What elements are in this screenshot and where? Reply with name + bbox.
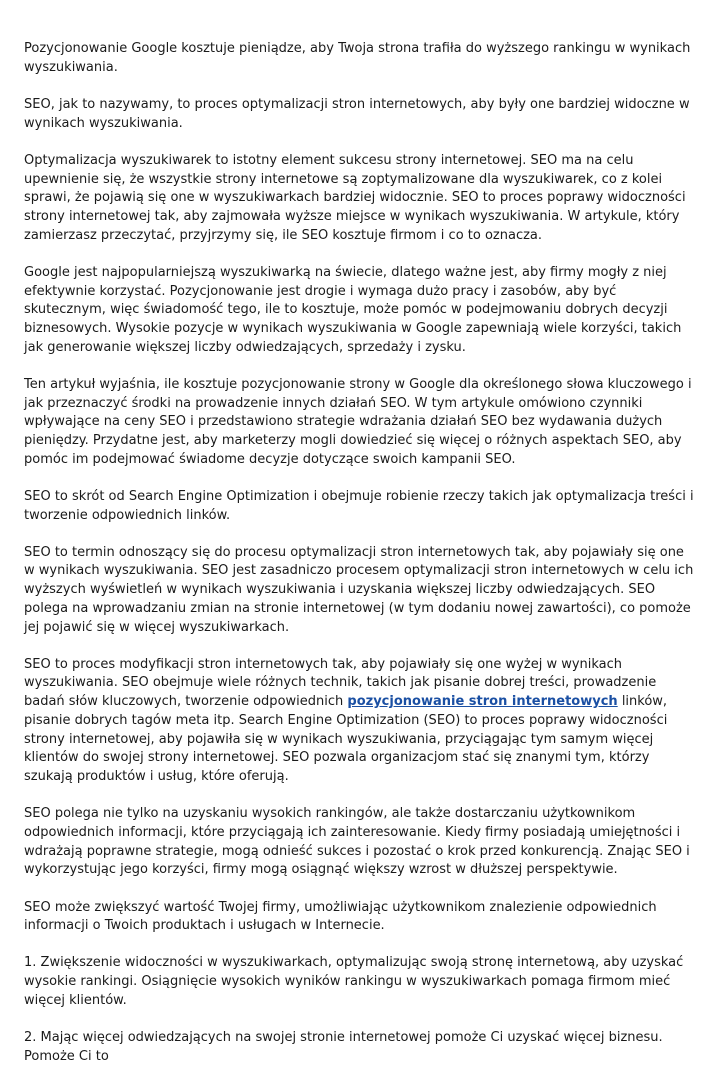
paragraph-6: SEO to skrót od Search Engine Optimization i obejmuje robienie rzeczy takich jak optymalizacja treści i tworzenie odpowiednich linków. — [24, 488, 694, 523]
paragraph-2: SEO, jak to nazywamy, to proces optymalizacji stron internetowych, aby były one bardziej widoczne w wynikach wyszukiwania. — [24, 96, 690, 131]
article-body — [24, 40, 696, 1085]
paragraph-8-text-before: SEO to proces modyfikacji stron internetowych tak, aby pojawiały się one wyżej w wynikach wyszukiwania. SEO obejmuje wiele różnych technik, takich jak pisanie dobrej treści, prowadzenie badań słów kluczowych, tworzenie odpowiednich — [24, 656, 657, 710]
list-item-2: 2. Mając więcej odwiedzających na swojej stronie internetowej pomoże Ci uzyskać więcej biznesu. Pomoże Ci to — [24, 1030, 663, 1064]
paragraph-4: Google jest najpopularniejszą wyszukiwarką na świecie, dlatego ważne jest, aby firmy mogły z niej efektywnie korzystać. Pozycjonowanie jest drogie i wymaga dużo pracy i zasobów, aby być skutecznym, więc świadomość tego, ile to kosztuje, może pomóc w podejmowaniu dobrych decyzji biznesowych. Wysokie pozycje w wynikach wyszukiwania w Google zapewniają wiele korzyści, takich jak generowanie większej liczby odwiedzających, sprzedaży i zysku. — [24, 264, 682, 355]
list-item-1: 1. Zwiększenie widoczności w wyszukiwarkach, optymalizując swoją stronę internetową, aby uzyskać wysokie rankingi. Osiągnięcie wysokich wyników rankingu w wyszukiwarkach pomaga firmom mieć więcej klientów. — [24, 955, 684, 1008]
paragraph-8-text-after: linków, pisanie dobrych tagów meta itp. Search Engine Optimization (SEO) to proces poprawy widoczności strony internetowej, aby pojawiła się w wynikach wyszukiwania, przyciągając tym samym więcej klientów do swojej strony internetowej. SEO pozwala organizacjom stać się znanymi tym, którzy szukają produktów i usług, które oferują. — [24, 694, 668, 784]
paragraph-3: Optymalizacja wyszukiwarek to istotny element sukcesu strony internetowej. SEO ma na celu upewnienie się, że wszystkie strony internetowe są zoptymalizowane dla wyszukiwarek, co z kolei sprawi, że pojawią się one w wyszukiwarkach bardziej widocznie. SEO to proces poprawy widoczności strony internetowej tak, aby zajmowała wyższe miejsce w wynikach wyszukiwania. W artykule, który zamierzasz przeczytać, przyjrzymy się, ile SEO kosztuje firmom i co to oznacza. — [24, 152, 686, 243]
paragraph-7: SEO to termin odnoszący się do procesu optymalizacji stron internetowych tak, aby pojawiały się one w wynikach wyszukiwania. SEO jest zasadniczo procesem optymalizacji stron internetowych w celu ich wyższych wyświetleń w wynikach wyszukiwania i uzyskania większej liczby odwiedzających. SEO polega na wprowadzaniu zmian na stronie internetowej (w tym dodaniu nowej zawartości), co pomoże jej pojawić się w więcej wyszukiwarkach. — [24, 544, 694, 635]
paragraph-10: SEO może zwiększyć wartość Twojej firmy, umożliwiając użytkownikom znalezienie odpowiednich informacji o Twoich produktach i usługach w Internecie. — [24, 899, 657, 934]
paragraph-8 — [24, 656, 696, 787]
paragraph-5: Ten artykuł wyjaśnia, ile kosztuje pozycjonowanie strony w Google dla określonego słowa kluczowego i jak przeznaczyć środki na prowadzenie innych działań SEO. W tym artykule omówiono czynniki wpływające na ceny SEO i przedstawiono strategie wdrażania działań SEO bez wydawania dużych pieniędzy. Przydatne jest, aby marketerzy mogli dowiedzieć się więcej o różnych aspektach SEO, aby pomóc im podejmować świadome decyzje dotyczące swoich kampanii SEO. — [24, 376, 692, 467]
seo-link[interactable]: pozycjonowanie stron internetowych — [347, 694, 618, 710]
paragraph-1: Pozycjonowanie Google kosztuje pieniądze, aby Twoja strona trafiła do wyższego rankingu w wynikach wyszukiwania. — [24, 41, 691, 75]
paragraph-9: SEO polega nie tylko na uzyskaniu wysokich rankingów, ale także dostarczaniu użytkownikom odpowiednich informacji, które przyciągają ich zainteresowanie. Kiedy firmy posiadają umiejętności i wdrażają poprawne strategie, mogą odnieść sukces i pozostać o krok przed konkurencją. Znając SEO i wykorzystując jego korzyści, firmy mogą osiągnąć większy wzrost w dłuższej perspektywie. — [24, 806, 690, 878]
